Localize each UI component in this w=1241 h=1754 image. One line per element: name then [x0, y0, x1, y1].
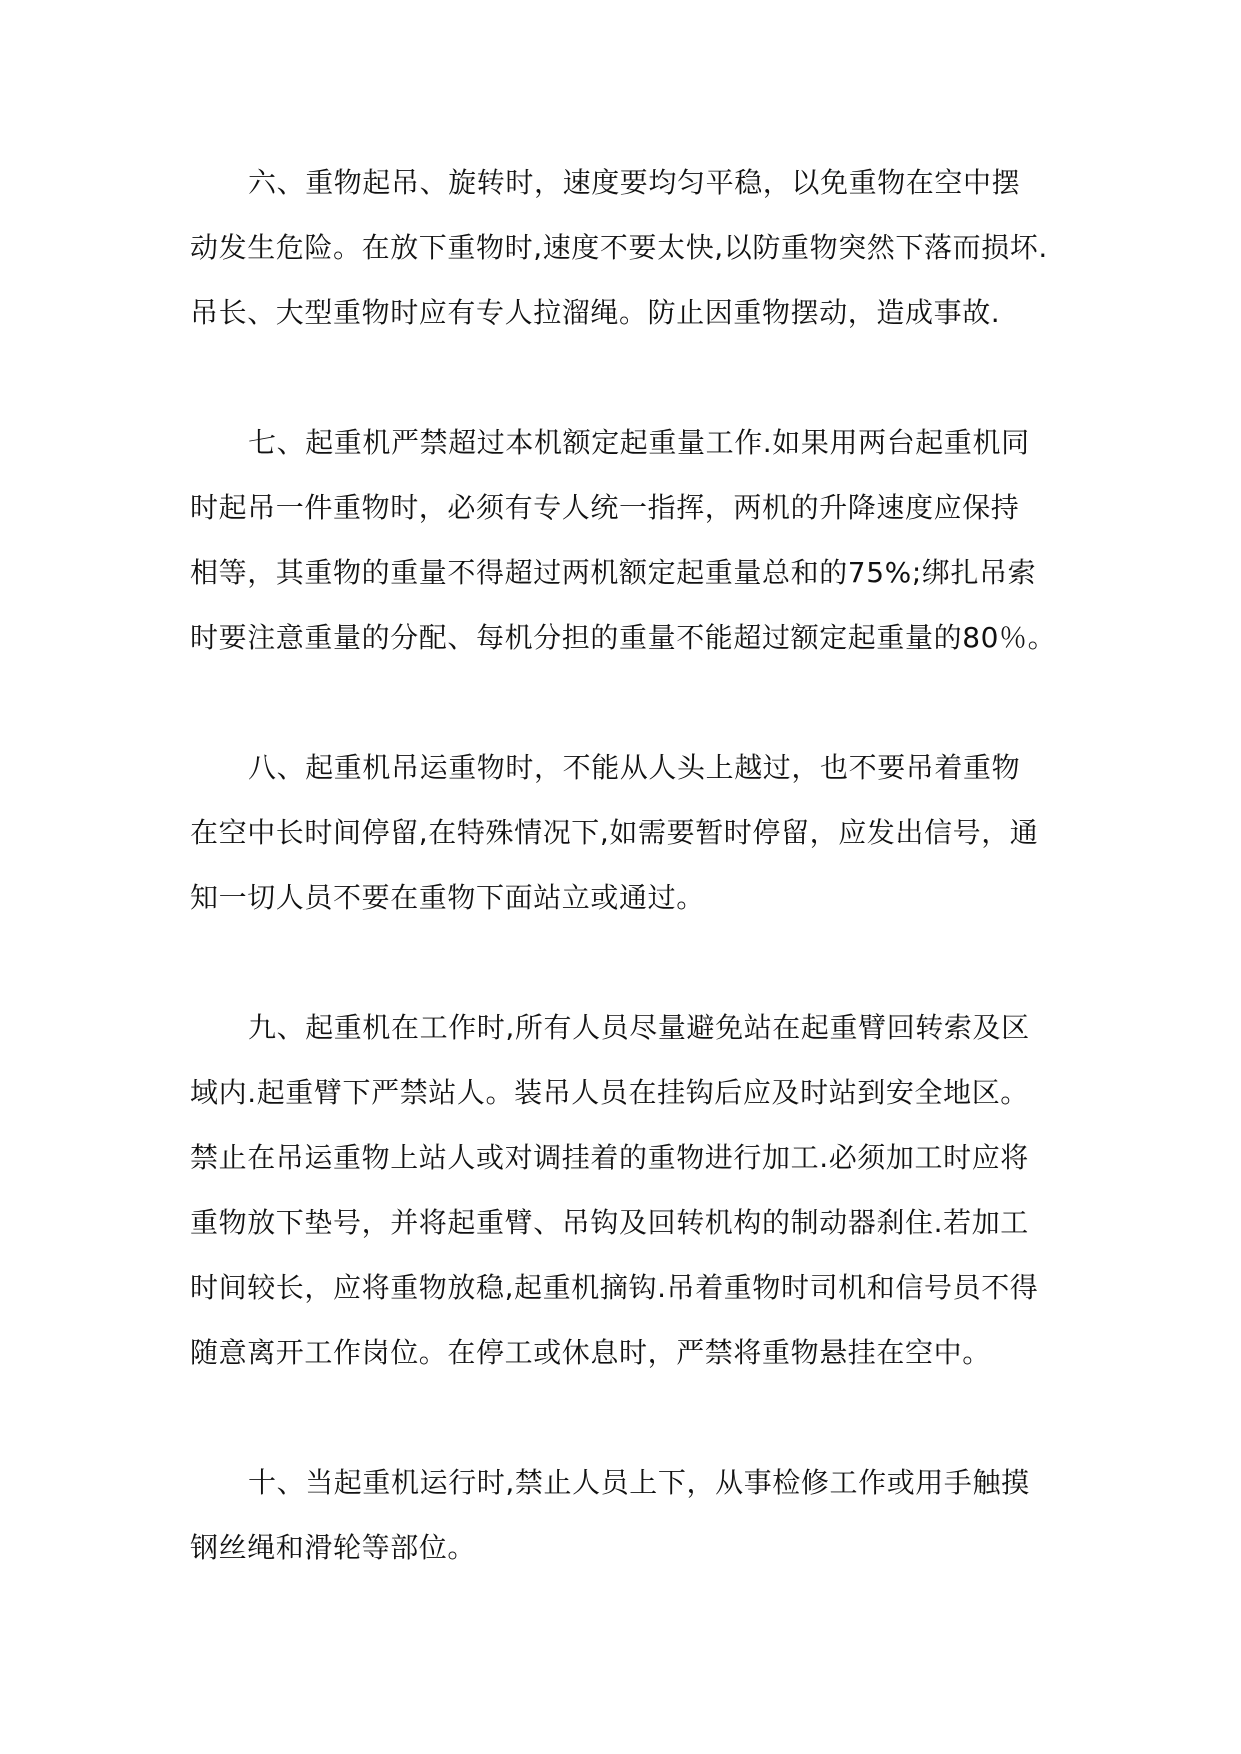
paragraph-line: 时起吊一件重物时，必须有专人统一指挥，两机的升降速度应保持 — [190, 491, 1020, 524]
paragraph-9 — [190, 995, 1070, 1385]
paragraph-line: 相等，其重物的重量不得超过两机额定起重量总和的75%;绑扎吊索 — [190, 556, 1037, 589]
paragraph-8 — [190, 735, 1070, 930]
paragraph-10 — [190, 1450, 1070, 1580]
paragraph-line: 六、重物起吊、旋转时，速度要均匀平稳，以免重物在空中摆 — [248, 166, 1021, 199]
paragraph-line: 十、当起重机运行时,禁止人员上下，从事检修工作或用手触摸 — [248, 1466, 1030, 1499]
paragraph-line: 禁止在吊运重物上站人或对调挂着的重物进行加工.必须加工时应将 — [190, 1141, 1029, 1174]
paragraph-line: 动发生危险。在放下重物时,速度不要太快,以防重物突然下落而损坏. — [190, 231, 1048, 264]
paragraph-line: 九、起重机在工作时,所有人员尽量避免站在起重臂回转索及区 — [248, 1011, 1030, 1044]
paragraph-line: 域内.起重臂下严禁站人。装吊人员在挂钩后应及时站到安全地区。 — [190, 1076, 1029, 1109]
paragraph-6 — [190, 150, 1070, 345]
paragraph-line: 知一切人员不要在重物下面站立或通过。 — [190, 881, 705, 914]
paragraph-line: 吊长、大型重物时应有专人拉溜绳。防止因重物摆动，造成事故. — [190, 296, 1001, 329]
paragraph-line: 钢丝绳和滑轮等部位。 — [190, 1531, 477, 1564]
paragraph-line: 八、起重机吊运重物时，不能从人头上越过，也不要吊着重物 — [248, 751, 1021, 784]
paragraph-line: 七、起重机严禁超过本机额定起重量工作.如果用两台起重机同 — [248, 426, 1030, 459]
paragraph-7 — [190, 410, 1070, 670]
paragraph-line: 重物放下垫号，并将起重臂、吊钩及回转机构的制动器刹住.若加工 — [190, 1206, 1029, 1239]
paragraph-line: 随意离开工作岗位。在停工或休息时，严禁将重物悬挂在空中。 — [190, 1336, 991, 1369]
paragraph-line: 时要注意重量的分配、每机分担的重量不能超过额定起重量的80％。 — [190, 621, 1057, 654]
paragraph-line: 在空中长时间停留,在特殊情况下,如需要暂时停留，应发出信号，通 — [190, 816, 1039, 849]
paragraph-line: 时间较长，应将重物放稳,起重机摘钩.吊着重物时司机和信号员不得 — [190, 1271, 1039, 1304]
